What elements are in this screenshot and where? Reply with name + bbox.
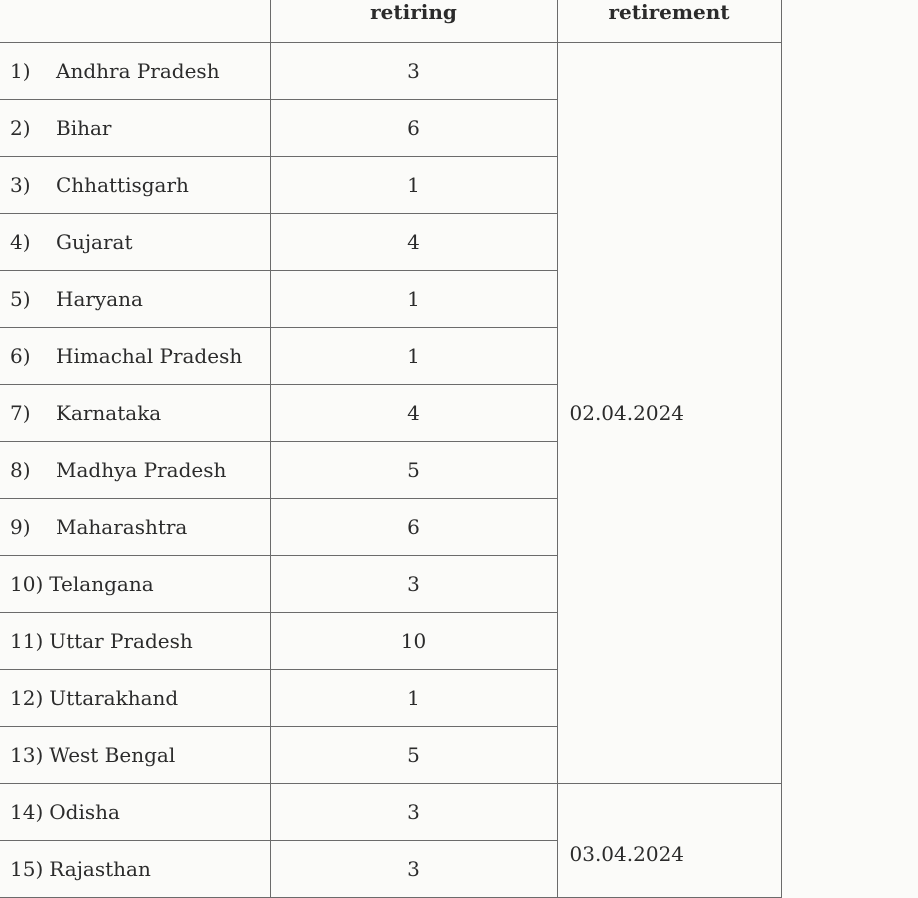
state-name: Chhattisgarh (56, 173, 189, 197)
state-name: Haryana (56, 287, 143, 311)
state-cell (0, 328, 270, 385)
state-name: Rajasthan (49, 857, 151, 881)
state-name: Uttar Pradesh (49, 629, 193, 653)
row-number: 6) (10, 344, 31, 368)
state-name: Madhya Pradesh (56, 458, 227, 482)
state-cell (0, 214, 270, 271)
state-cell (0, 271, 270, 328)
state-name: Maharashtra (56, 515, 188, 539)
retiring-count: 5 (270, 442, 557, 499)
row-number: 3) (10, 173, 31, 197)
state-cell (0, 157, 270, 214)
state-name: Gujarat (56, 230, 133, 254)
retiring-count: 5 (270, 727, 557, 784)
row-number: 8) (10, 458, 31, 482)
retiring-count: 1 (270, 670, 557, 727)
state-cell (0, 385, 270, 442)
retiring-count: 1 (270, 271, 557, 328)
row-number: 12) (10, 686, 44, 710)
header-date-of-retirement: retirement (557, 0, 781, 43)
header-row (0, 0, 781, 43)
retiring-count: 4 (270, 385, 557, 442)
state-cell (0, 670, 270, 727)
state-cell (0, 43, 270, 100)
row-number: 10) (10, 572, 44, 596)
retiring-count: 3 (270, 556, 557, 613)
row-number: 9) (10, 515, 31, 539)
row-number: 15) (10, 857, 44, 881)
row-number: 13) (10, 743, 44, 767)
retiring-count: 6 (270, 100, 557, 157)
state-name: Uttarakhand (49, 686, 179, 710)
header-state (0, 0, 270, 43)
retirement-date: 03.04.2024 (557, 784, 781, 898)
row-number: 2) (10, 116, 31, 140)
table-row (0, 784, 781, 841)
row-number: 1) (10, 59, 31, 83)
state-name: Telangana (49, 572, 154, 596)
state-cell (0, 499, 270, 556)
row-number: 4) (10, 230, 31, 254)
retiring-count: 10 (270, 613, 557, 670)
state-name: Himachal Pradesh (56, 344, 243, 368)
row-number: 11) (10, 629, 44, 653)
row-number: 7) (10, 401, 31, 425)
retiring-count: 3 (270, 43, 557, 100)
state-name: Karnataka (56, 401, 162, 425)
row-number: 14) (10, 800, 44, 824)
state-name: Bihar (56, 116, 112, 140)
retiring-count: 3 (270, 784, 557, 841)
state-cell (0, 727, 270, 784)
state-name: Andhra Pradesh (56, 59, 220, 83)
state-cell (0, 784, 270, 841)
state-cell (0, 841, 270, 898)
state-cell (0, 613, 270, 670)
retirement-date: 02.04.2024 (557, 43, 781, 784)
retiring-count: 3 (270, 841, 557, 898)
state-name: West Bengal (49, 743, 176, 767)
row-number: 5) (10, 287, 31, 311)
state-name: Odisha (49, 800, 120, 824)
retiring-count: 4 (270, 214, 557, 271)
state-cell (0, 442, 270, 499)
table-row (0, 43, 781, 100)
retiring-count: 1 (270, 328, 557, 385)
retiring-count: 6 (270, 499, 557, 556)
state-cell (0, 100, 270, 157)
header-members-retiring: retiring (270, 0, 557, 43)
state-cell (0, 556, 270, 613)
retiring-count: 1 (270, 157, 557, 214)
